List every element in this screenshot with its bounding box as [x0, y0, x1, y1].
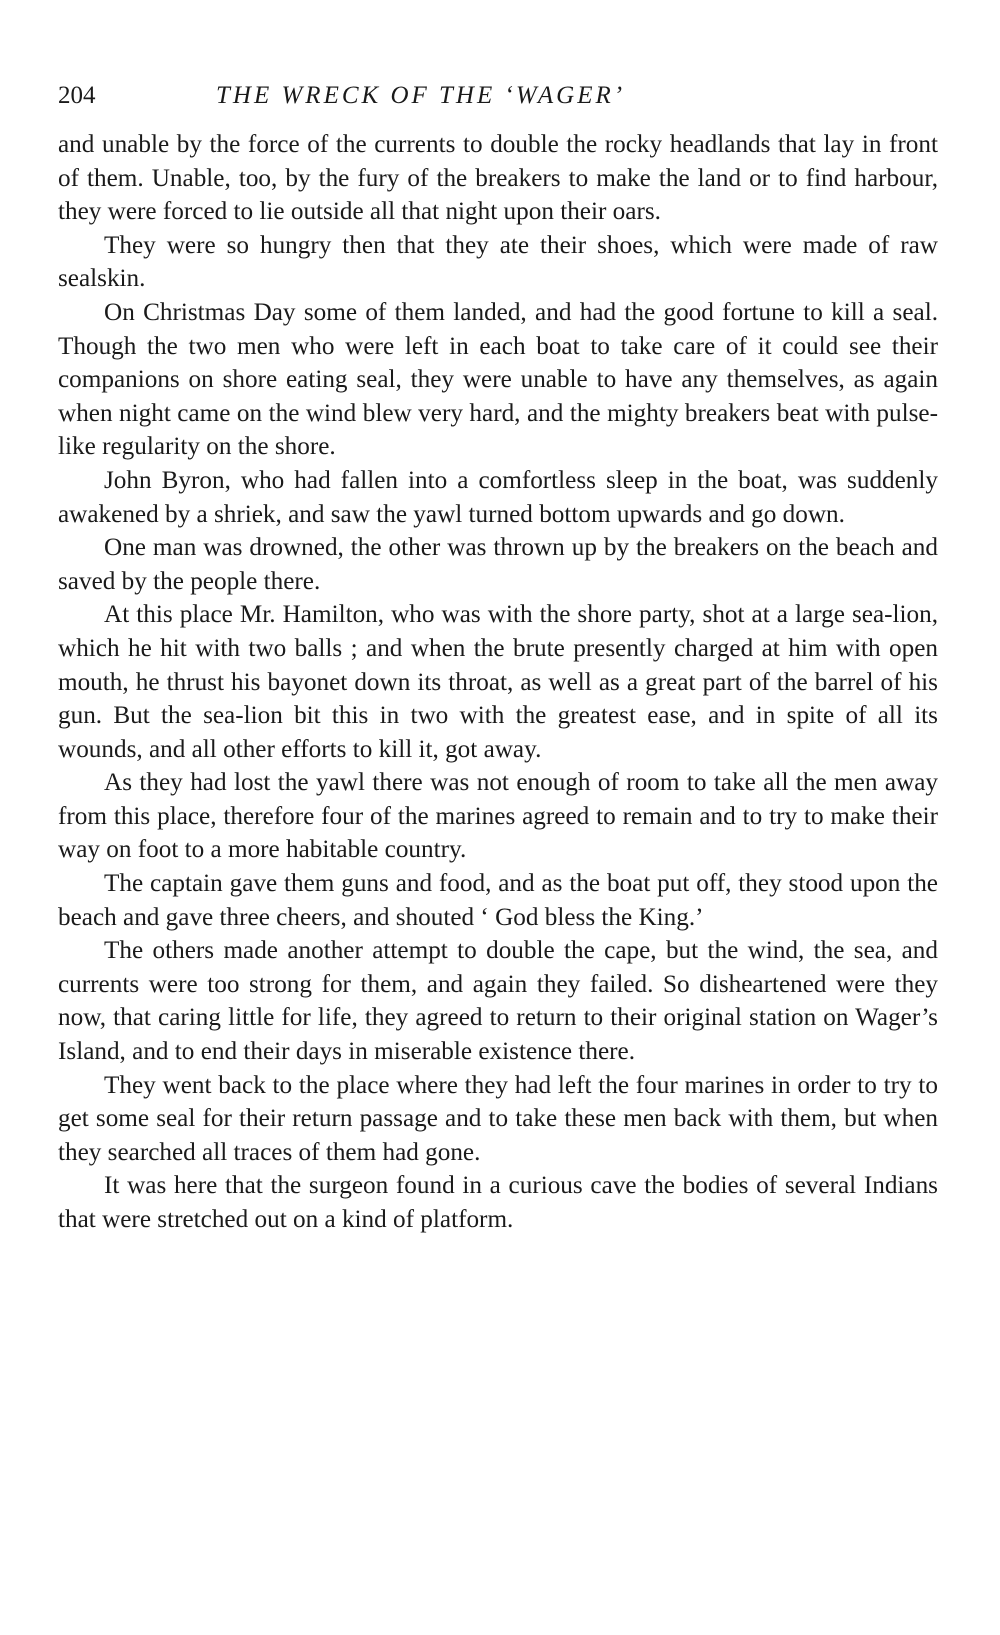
body-text — [58, 128, 938, 1237]
book-title: THE WRECK OF THE ‘WAGER’ — [216, 82, 626, 109]
paragraph: The others made another attempt to double the cape, but the wind, the sea, and currents were too strong for them, and again they failed. So disheartened were they now, that caring little for life, they agreed to return to their original station on Wager’s Island, and to end their days in miserable existence there. — [58, 937, 938, 1066]
paragraph: John Byron, who had fallen into a comfortless sleep in the boat, was suddenly awakened by a shriek, and saw the yawl turned bottom upwards and go down. — [58, 466, 938, 528]
paragraph: At this place Mr. Hamilton, who was with the shore party, shot at a large sea-lion, which he hit with two balls ; and when the brute presently charged at him with open mouth, he thrust his bayonet down its throat, as well as a great part of the barrel of his gun. But the sea-lion bit this in two with the greatest ease, and in spite of all its wounds, and all other efforts to kill it, got away. — [58, 601, 938, 763]
paragraph: As they had lost the yawl there was not enough of room to take all the men away from this place, therefore four of the marines agreed to remain and to try to make their way on foot to a more habitable country. — [58, 769, 938, 864]
paragraph: On Christmas Day some of them landed, and had the good fortune to kill a seal. Though the two men who were left in each boat to take care of it could see their companions on shore eating seal, they were unable to have any themselves, as again when night came on the wind blew very hard, and the mighty breakers beat with pulse-like regularity on the shore. — [58, 298, 938, 461]
running-head — [58, 82, 938, 122]
paragraph: and unable by the force of the currents to double the rocky headlands that lay in front of them. Unable, too, by the fury of the breakers to make the land or to find harbour, they were forced to lie outside all that night upon their oars. — [58, 131, 938, 226]
paragraph: The captain gave them guns and food, and as the boat put off, they stood upon the beach and gave three cheers, and shouted ‘ God bless the King.’ — [58, 870, 938, 931]
page-number: 204 — [58, 82, 96, 109]
book-page — [58, 82, 938, 1237]
paragraph: One man was drowned, the other was thrown up by the breakers on the beach and saved by the people there. — [58, 534, 938, 595]
paragraph: They went back to the place where they had left the four marines in order to try to get some seal for their return passage and to take these men back with them, but when they searched all traces of them had gone. — [58, 1071, 938, 1166]
paragraph: It was here that the surgeon found in a curious cave the bodies of several Indians that were stretched out on a kind of platform. — [58, 1172, 938, 1233]
paragraph: They were so hungry then that they ate their shoes, which were made of raw sealskin. — [58, 231, 938, 293]
